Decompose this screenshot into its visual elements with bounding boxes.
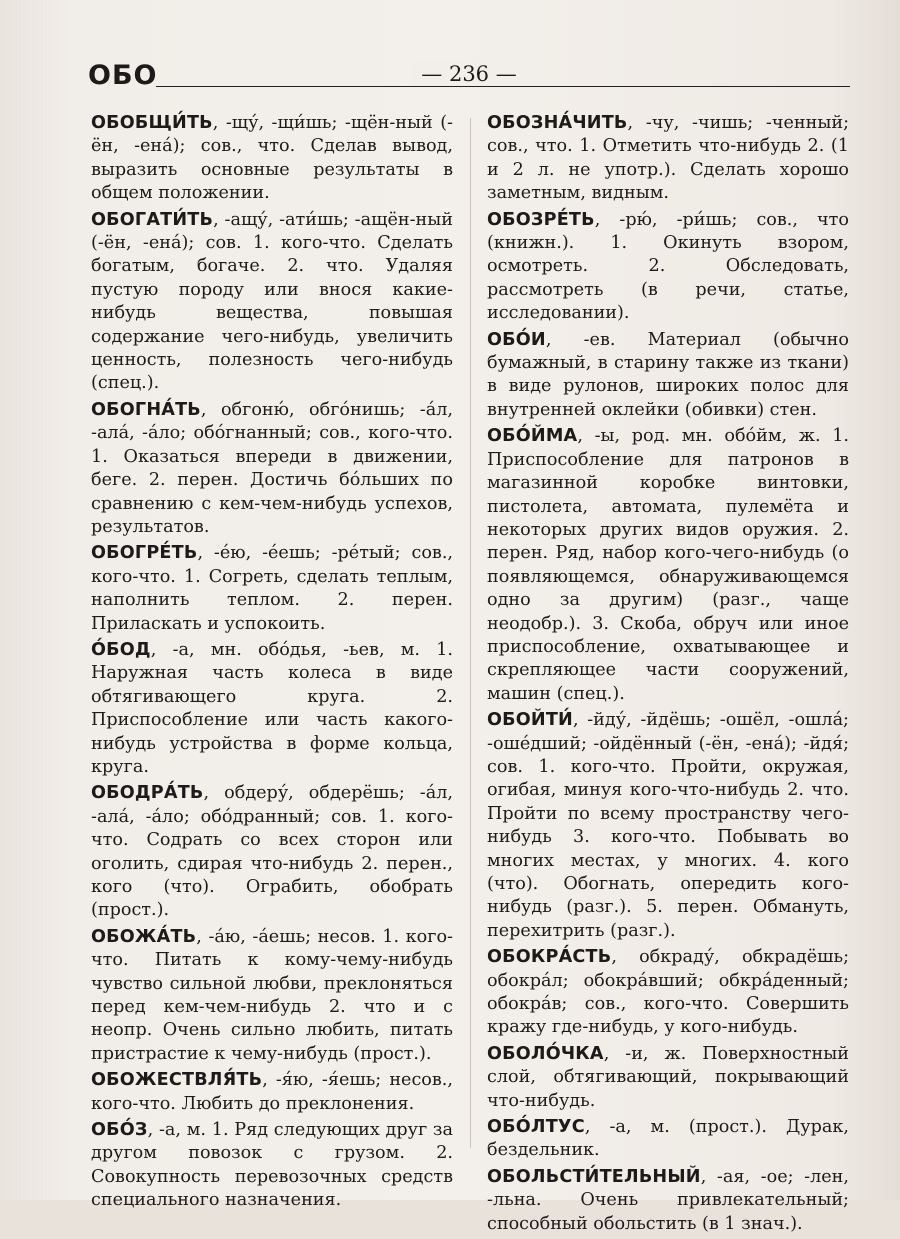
entry-headword: ОБОЛЬСТИ́ТЕЛЬНЫЙ (487, 1166, 701, 1187)
dictionary-entry (487, 709, 849, 943)
guide-word: ОБО (88, 60, 158, 91)
entry-headword: ОБОГНА́ТЬ (91, 399, 201, 420)
page-number-text: — 236 — (411, 62, 526, 86)
entry-definition: , -щу́, -щи́шь; -щён-ный (-ён, -ена́); сов., что. Сделав вывод, выразить основные результаты в общем положении. (91, 113, 453, 204)
entry-headword: ОБОКРА́СТЬ (487, 947, 612, 968)
entry-definition: , -ая, -ое; -лен, -льна. Очень привлекательный; способный обольстить (в 1 знач.). (487, 1166, 849, 1234)
entry-definition: , обкраду́, обкрадёшь; обокра́л; обокра́вший; обкра́денный; обокра́в; сов., кого-что. Совершить кражу где-нибудь, у кого-нибудь. (487, 947, 849, 1038)
left-column (91, 112, 453, 1216)
entry-headword: ОБО́И (487, 329, 546, 350)
entry-definition: , -йду́, -йдёшь; -ошёл, -ошла́; -оше́дший; -ойдённый (-ён, -ена́); -йдя́; сов. 1. кого-что. Пройти, окружая, огибая, минуя кого-что-нибудь 2. что. Пройти по всему пространству чего-нибудь 3. кого-что. Побывать во многих местах, у многих. 4. кого (что). Обогнать, опередить кого-нибудь (разг.). 5. перен. Обмануть, перехитрить (разг.). (487, 710, 849, 941)
entry-headword: О́БОД (91, 639, 151, 660)
entry-headword: ОБО́З (91, 1120, 148, 1141)
page-header (88, 58, 850, 100)
dictionary-entry (487, 1116, 849, 1163)
dictionary-entry (487, 112, 849, 206)
dictionary-entry (91, 209, 453, 396)
dictionary-entry (91, 542, 453, 636)
dictionary-entry (91, 1069, 453, 1116)
entry-definition: , -и, ж. Поверхностный слой, обтягивающий, покрывающий что-нибудь. (487, 1043, 849, 1111)
entry-definition: , обдеру́, обдерёшь; -а́л, -ала́, -а́ло; обо́дранный; сов. 1. кого-что. Содрать со всех сторон или оголить, сдирая что-нибудь 2. перен., кого (что). Ограбить, обобрать (прост.). (91, 783, 453, 921)
dictionary-entry (91, 399, 453, 539)
entry-headword: ОБОГРЕ́ТЬ (91, 543, 198, 564)
entry-definition: , -а, м. (прост.). Дурак, бездельник. (487, 1117, 849, 1161)
right-column (487, 112, 849, 1239)
column-divider (470, 118, 471, 1148)
entry-definition: , -ев. Материал (обычно бумажный, в старину также из ткани) в виде рулонов, широких полос для внутренней оклейки (обивки) стен. (487, 329, 849, 420)
dictionary-entry (91, 639, 453, 779)
entry-headword: ОБОЗНА́ЧИТЬ (487, 113, 628, 133)
dictionary-entry (91, 1119, 453, 1213)
page-number (88, 62, 850, 86)
entry-headword: ОБОБЩИ́ТЬ (91, 113, 213, 133)
dictionary-entry (91, 112, 453, 206)
dictionary-entry (487, 209, 849, 326)
entry-definition: , -ащу́, -ати́шь; -ащён-ный (-ён, -ена́); сов. 1. кого-что. Сделать богатым, богаче. 2. что. Удаляя пустую породу или внося какие-нибудь вещества, повышая содержание чего-нибудь, увеличить ценность, полезность чего-нибудь (спец.). (91, 209, 453, 394)
entry-definition: , -а́ю, -а́ешь; несов. 1. кого-что. Питать к кому-чему-нибудь чувство сильной любви, преклоняться перед кем-чем-нибудь 2. что и с неопр. Очень сильно любить, питать пристрастие к чему-нибудь (прост.). (91, 926, 453, 1064)
entry-definition: , обгоню́, обго́нишь; -а́л, -ала́, -а́ло; обо́гнанный; сов., кого-что. 1. Оказаться впереди в движении, беге. 2. перен. Достичь бо́льших по сравнению с кем-чем-нибудь успехов, результатов. (91, 399, 453, 537)
dictionary-entry (487, 425, 849, 706)
entry-headword: ОБОДРА́ТЬ (91, 783, 204, 804)
header-rule (156, 86, 850, 87)
entry-headword: ОБО́ЛТУС (487, 1117, 585, 1138)
entry-headword: ОБОГАТИ́ТЬ (91, 209, 214, 230)
entry-definition: , -я́ю, -я́ешь; несов., кого-что. Любить до преклонения. (91, 1070, 453, 1114)
dictionary-entry (487, 329, 849, 423)
entry-headword: ОБОЖЕСТВЛЯ́ТЬ (91, 1070, 263, 1091)
entry-definition: , -е́ю, -е́ешь; -ре́тый; сов., кого-что. 1. Согреть, сделать теплым, наполнить теплом. 2. перен. Приласкать и успокоить. (91, 543, 453, 634)
entry-definition: , -а, мн. обо́дья, -ьев, м. 1. Наружная часть колеса в виде обтягивающего круга. 2. Приспособление или часть какого-нибудь устройства в форме кольца, круга. (91, 639, 453, 777)
entry-definition: , -чу, -чишь; -ченный; сов., что. 1. Отметить что-нибудь 2. (1 и 2 л. не употр.). Сделать хорошо заметным, видным. (487, 113, 849, 204)
entry-headword: ОБОЛО́ЧКА (487, 1043, 604, 1064)
entry-definition: , -рю́, -ри́шь; сов., что (книжн.). 1. Окинуть взором, осмотреть. 2. Обследовать, рассмотреть (в речи, статье, исследовании). (487, 209, 849, 324)
dictionary-entry (487, 946, 849, 1040)
dictionary-entry (487, 1166, 849, 1236)
entry-headword: ОБОЖА́ТЬ (91, 926, 197, 947)
dictionary-entry (91, 782, 453, 922)
entry-definition: , -ы, род. мн. обо́йм, ж. 1. Приспособление для патронов в магазинной коробке винтовки, пистолета, автомата, пулемёта и некоторых других видов оружия. 2. перен. Ряд, набор кого-чего-нибудь (о появляющемся, обнаруживающемся одно за другим) (разг., чаще неодобр.). 3. Скоба, обруч или иное приспособление, охватывающее и скрепляющее части сооружений, машин (спец.). (487, 426, 849, 704)
dictionary-entry (487, 1043, 849, 1113)
entry-headword: ОБОЗРЕ́ТЬ (487, 209, 595, 230)
entry-headword: ОБОЙТИ́ (487, 710, 573, 731)
dictionary-entry (91, 926, 453, 1066)
entry-headword: ОБО́ЙМА (487, 426, 578, 447)
entry-definition: , -а, м. 1. Ряд следующих друг за другом повозок с грузом. 2. Совокупность перевозочных средств специального назначения. (91, 1120, 453, 1211)
